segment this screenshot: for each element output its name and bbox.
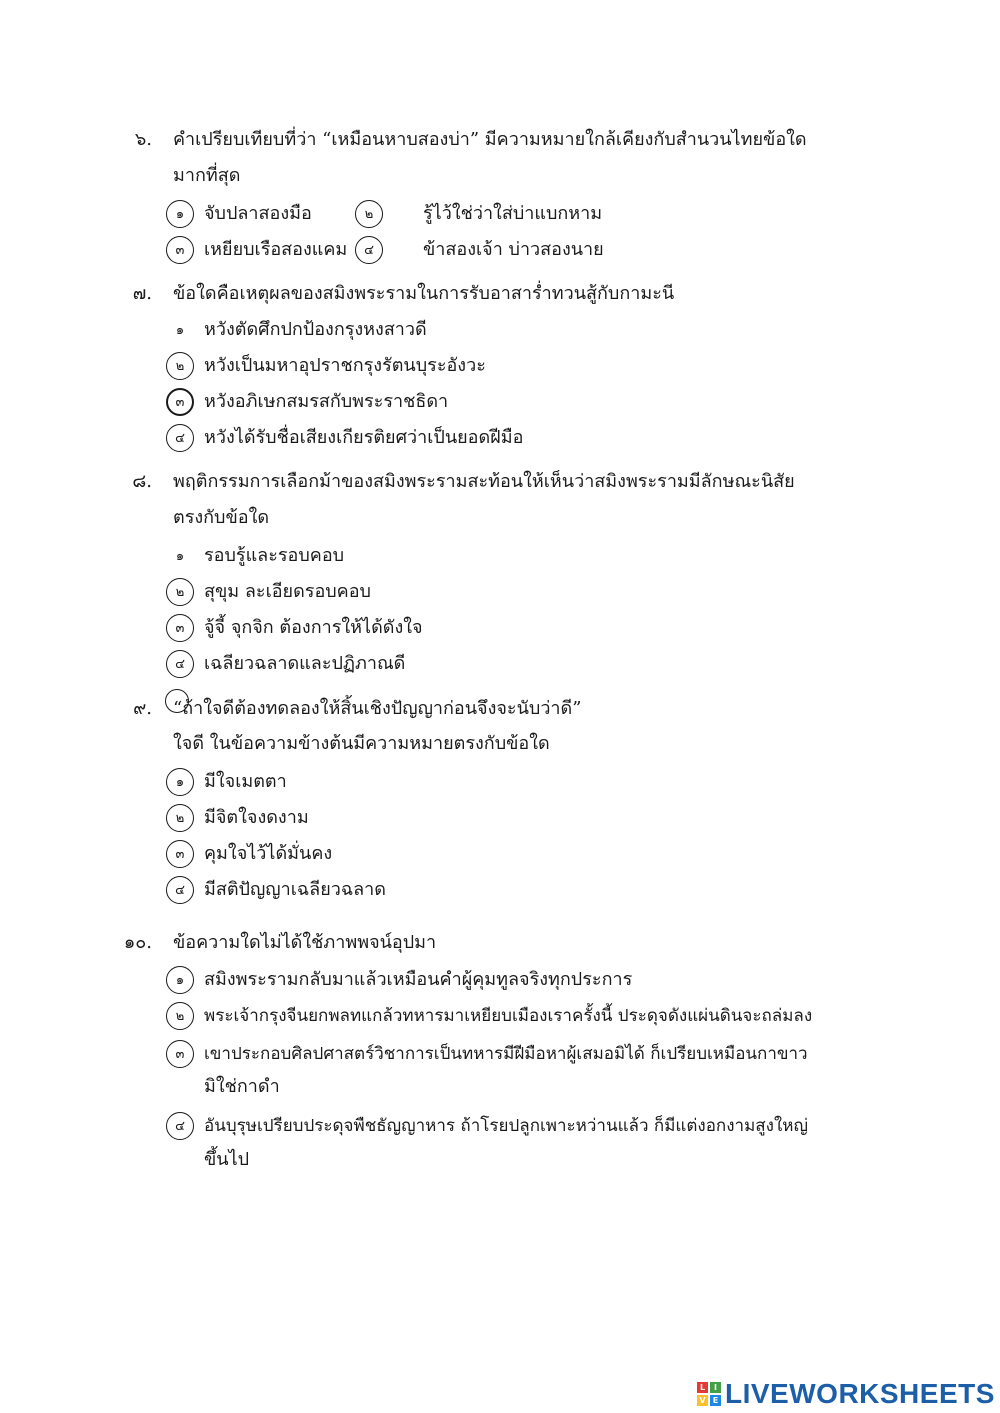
option-mark: ๑ <box>166 966 194 994</box>
option-mark: ๓ <box>166 236 194 264</box>
option-text: หวังได้รับชื่อเสียงเกียรติยศว่าเป็นยอดฝีมือ <box>204 427 524 448</box>
option-mark: ๒ <box>166 578 194 606</box>
option-text: หวังตัดศึกปกป้องกรุงหงสาวดี <box>204 319 427 340</box>
option-text: มีจิตใจงดงาม <box>204 807 309 828</box>
question-8-number: ๘. <box>132 471 152 492</box>
option-mark: ๑ <box>166 768 194 796</box>
question-6-option-1[interactable] <box>166 200 312 228</box>
option-text: จู้จี้ จุกจิก ต้องการให้ได้ดังใจ <box>204 617 423 638</box>
logo-mark-icon <box>697 1382 721 1406</box>
question-6-text: คำเปรียบเทียบที่ว่า “เหมือนหาบสองบ่า” มีความหมายใกล้เคียงกับสำนวนไทยข้อใด <box>173 129 807 150</box>
option-text: ข้าสองเจ้า บ่าวสองนาย <box>423 239 604 260</box>
option-text: เขาประกอบศิลปศาสตร์วิชาการเป็นทหารมีฝีมือหาผู้เสมอมิได้ ก็เปรียบเหมือนกาขาว <box>204 1044 808 1064</box>
question-8-option-3[interactable] <box>166 614 423 642</box>
question-9-option-1[interactable] <box>166 768 287 796</box>
option-mark: ๔ <box>166 424 194 452</box>
option-text: สมิงพระรามกลับมาแล้วเหมือนคำผู้คุมทูลจริงทุกประการ <box>204 969 633 990</box>
option-mark: ๑ <box>175 322 185 338</box>
option-text: คุมใจไว้ได้มั่นคง <box>204 843 333 864</box>
question-6-option-4[interactable] <box>355 236 604 264</box>
logo-mark-letter: L <box>697 1382 708 1393</box>
question-7-text: ข้อใดคือเหตุผลของสมิงพระรามในการรับอาสาร่ำทวนสู้กับกามะนี <box>173 283 675 304</box>
option-text: เหยียบเรือสองแคม <box>204 239 348 260</box>
question-9-option-2[interactable] <box>166 804 309 832</box>
question-10-number: ๑๐. <box>123 932 152 953</box>
question-10-option-1[interactable] <box>166 966 632 994</box>
option-text: หวังอภิเษกสมรสกับพระราชธิดา <box>204 391 449 412</box>
question-8-text-cont: ตรงกับข้อใด <box>173 507 270 528</box>
question-7-option-4[interactable] <box>166 424 523 452</box>
option-mark: ๓ <box>166 614 194 642</box>
option-mark: ๑ <box>175 548 185 564</box>
question-7-option-1[interactable] <box>166 316 427 344</box>
question-9-option-4[interactable] <box>166 876 386 904</box>
option-text: เฉลียวฉลาดและปฏิภาณดี <box>204 653 406 674</box>
question-10-option-4[interactable] <box>166 1112 808 1140</box>
question-6-text-cont: มากที่สุด <box>173 165 241 186</box>
question-10-text: ข้อความใดไม่ได้ใช้ภาพพจน์อุปมา <box>173 932 437 953</box>
option-text: รู้ไว้ใช่ว่าใส่บ่าแบกหาม <box>423 203 603 224</box>
option-text: พระเจ้ากรุงจีนยกพลทแกล้วทหารมาเหยียบเมืองเราครั้งนี้ ประดุจดังแผ่นดินจะถล่มลง <box>204 1006 813 1026</box>
option-mark: ๔ <box>166 876 194 904</box>
option-mark: ๓ <box>166 1040 194 1068</box>
question-6-number: ๖. <box>134 129 152 150</box>
option-text: รอบรู้และรอบคอบ <box>204 545 345 566</box>
option-text: มีสติปัญญาเฉลียวฉลาด <box>204 879 386 900</box>
question-9-option-3[interactable] <box>166 840 332 868</box>
option-mark: ๔ <box>355 236 383 264</box>
option-text: หวังเป็นมหาอุปราชกรุงรัตนบุระอังวะ <box>204 355 486 376</box>
option-mark: ๒ <box>166 1002 194 1030</box>
question-6-option-2[interactable] <box>355 200 602 228</box>
question-9-number: ๙. <box>133 698 152 719</box>
option-mark: ๔ <box>166 650 194 678</box>
option-text: จับปลาสองมือ <box>204 203 312 224</box>
question-8-option-4[interactable] <box>166 650 405 678</box>
question-10-option-2[interactable] <box>166 1002 812 1030</box>
logo-mark-letter: I <box>710 1382 721 1393</box>
question-8-text: พฤติกรรมการเลือกม้าของสมิงพระรามสะท้อนให้เห็นว่าสมิงพระรามมีลักษณะนิสัย <box>173 471 795 492</box>
question-10-option-3-cont: มิใช่กาดำ <box>204 1076 280 1097</box>
question-7-option-2[interactable] <box>166 352 486 380</box>
question-9-text-cont: ใจดี ในข้อความข้างต้นมีความหมายตรงกับข้อใด <box>173 733 550 754</box>
question-7-number: ๗. <box>132 283 152 304</box>
option-mark: ๒ <box>166 804 194 832</box>
question-8-option-1[interactable] <box>166 542 344 570</box>
question-7-option-3[interactable] <box>166 388 448 416</box>
question-10-option-3[interactable] <box>166 1040 808 1068</box>
option-mark: ๒ <box>166 352 194 380</box>
question-10-option-4-cont: ขึ้นไป <box>204 1149 250 1170</box>
option-mark: ๒ <box>355 200 383 228</box>
option-mark: ๓ <box>166 840 194 868</box>
option-text: อันบุรุษเปรียบประดุจพืชธัญญาหาร ถ้าโรยปลูกเพาะหว่านแล้ว ก็มีแต่งอกงามสูงใหญ่ <box>204 1116 808 1136</box>
logo-mark-letter: E <box>710 1395 721 1406</box>
question-6-option-3[interactable] <box>166 236 347 264</box>
option-mark: ๑ <box>166 200 194 228</box>
option-text: สุขุม ละเอียดรอบคอบ <box>204 581 371 602</box>
logo-mark-letter: V <box>697 1395 708 1406</box>
option-text: มีใจเมตตา <box>204 771 287 792</box>
question-8-option-2[interactable] <box>166 578 371 606</box>
option-mark: ๓ <box>166 388 194 416</box>
option-mark: ๔ <box>166 1112 194 1140</box>
liveworksheets-logo[interactable] <box>697 1378 995 1410</box>
question-9-text: “ถ้าใจดีต้องทดลองให้สิ้นเชิงปัญญาก่อนจึงจะนับว่าดี” <box>173 698 582 719</box>
logo-text: LIVEWORKSHEETS <box>725 1378 995 1409</box>
